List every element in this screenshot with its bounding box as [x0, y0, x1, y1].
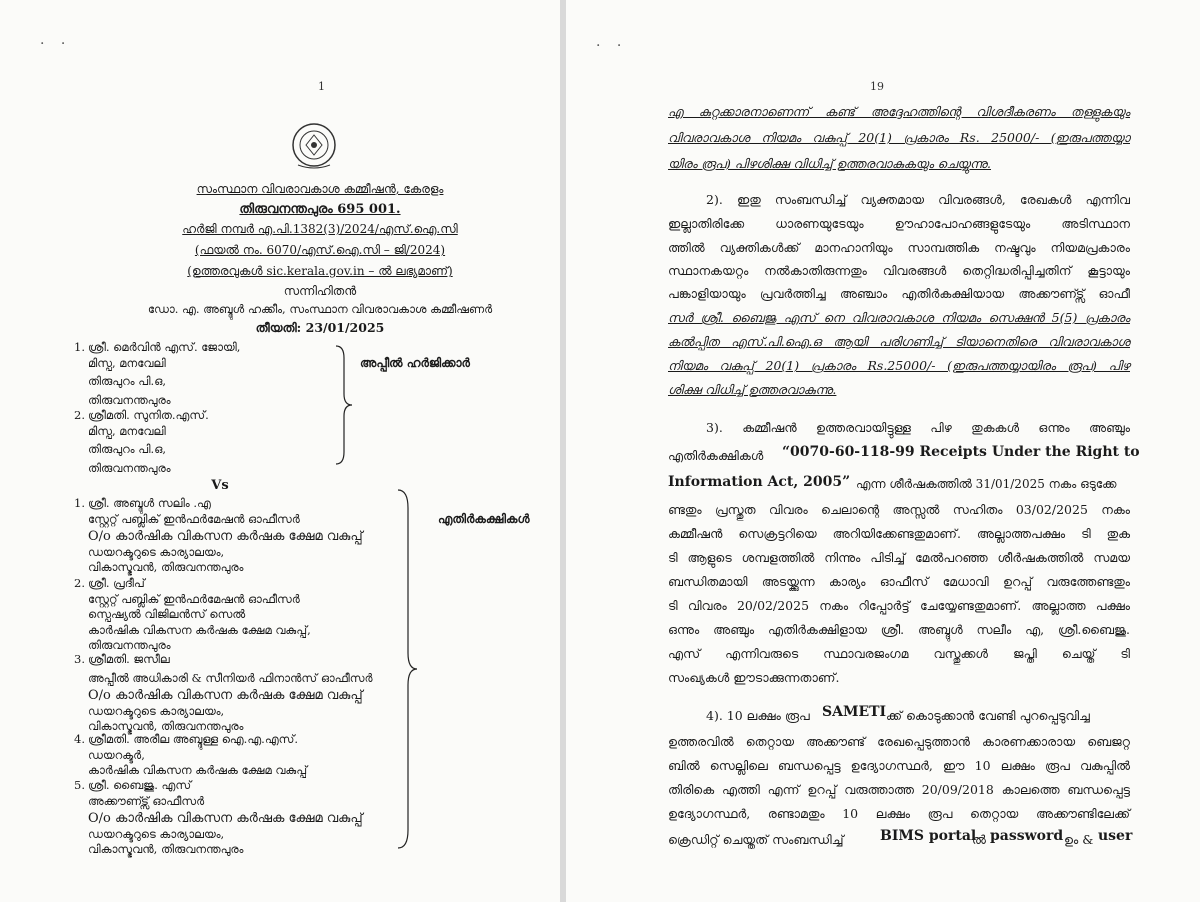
para4-line-4: തിരികെ എത്തി എന്ന് ഉറപ്പ് വരുത്താത്ത 20/09/2018 കാലത്തെ ബന്ധപ്പെട്ട [668, 782, 1130, 797]
page-number: 1 [318, 80, 325, 93]
para4-line-6d: password [990, 828, 1064, 844]
header-city: തിരുവനന്തപുരം 695 001. [239, 202, 401, 217]
respondent-3: 3. ശ്രീമതി. ജസീല അപ്പീൽ അധികാരി & സീനിയർ ഫിനാൻസ് ഓഫീസർ O/o കാർഷിക വികസന കർഷക ക്ഷേമ വകുപ്പ് ഡയറക്ടറുടെ കാര്യാലയം, വികാസ്ഭവൻ, തിരുവനന്തപുരം [74, 652, 373, 733]
para4-line-6a: ക്രെഡിറ്റ് ചെയ്തത് സംബന്ധിച്ച് [668, 832, 844, 847]
appellant-1: 1. ശ്രീ. മെർവിൻ എസ്. ജോയി, മിസ്പ, മനവേലി തിരുപുറം പി.ഒ, തിരുവനന്തപുരം [74, 340, 241, 407]
para4-line-2: ഉത്തരവിൽ തെറ്റായ അക്കൗണ്ട് രേഖപ്പെടുത്താൻ കാരണക്കാരായ ബെജറ്റ [668, 734, 1130, 749]
para4-line-1b: SAMETI [822, 704, 887, 720]
para3-line-2a: എതിർകക്ഷികൾ [668, 448, 764, 463]
respondent-4: 4. ശ്രീമതി. അരീല അബ്ദുള്ള ഐ.എ.എസ്. ഡയറക്ടർ, കാർഷിക വികസന കർഷക ക്ഷേമ വകുപ്പ് [74, 732, 308, 777]
scan-dots: · · [596, 38, 628, 54]
para4-line-6b: BIMS portal [880, 828, 977, 844]
respondents-brace [396, 488, 420, 850]
para3-line-3b: എന്ന ശീർഷകത്തിൽ 31/01/2025 നകം ഒടുക്കേ [856, 477, 1117, 491]
respondent-2: 2. ശ്രീ. പ്രദീപ് സ്റ്റേറ്റ് പബ്ലിക് ഇൻഫർമേഷൻ ഓഫീസർ സ്പെഷ്യൽ വിജിലൻസ് സെൽ കാർഷിക വികസന കർഷക ക്ഷേമ വകുപ്പ്, തിരുവനന്തപുരം [74, 576, 311, 652]
para3-line-9: ഒന്നും അഞ്ചും എതിർകക്ഷിളായ ശ്രീ. അബ്ദുൾ സലീം എ, ശ്രീ.ബൈജു. [668, 622, 1130, 637]
para2-line-7: കൽപ്പിത എസ്.പി.ഐ.ഒ ആയി പരിഗണിച്ച് ടിയാനെതിരെ വിവരാവകാശ [668, 334, 1130, 349]
respondents-label: എതിർകക്ഷികൾ [438, 512, 530, 526]
para4-line-6c: ൽ [972, 832, 986, 847]
versus-label: Vs [211, 478, 229, 493]
para3-line-1: 3). കമ്മീഷൻ ഉത്തരവായിട്ടുള്ള പിഴ തുകകൾ ഒന്നും അഞ്ചും [706, 420, 1130, 435]
para2-line-4: സ്ഥാനകയറ്റം നൽകാതിരുന്നതും വിവരങ്ങൾ തെറ്റിദ്ധരിപ്പിച്ചതിന് കൂട്ടായും [668, 263, 1130, 278]
respondent-5: 5. ശ്രീ. ബൈജു. എസ് അക്കൗണ്ട്സ് ഓഫീസർ O/o കാർഷിക വികസന കർഷക ക്ഷേമ വകുപ്പ് ഡയറക്ടറുടെ കാര്യാലയം, വികാസ്ഭവൻ, തിരുവനന്തപുരം [74, 778, 363, 856]
header-present: സന്നിഹിതൻ [283, 284, 357, 298]
para2-line-3: ത്തിൽ വ്യക്തികൾക്ക് മാനഹാനിയും സാമ്പത്തിക നഷ്ടവും നിയമപ്രകാരം [668, 240, 1130, 255]
header-file-number: (ഫയൽ നം. 6070/എസ്.ഐ.സി – ജി/2024) [194, 243, 446, 257]
para4-line-6e: ഉം & [1064, 832, 1094, 847]
left-page [0, 0, 560, 902]
header-website-note: (ഉത്തരവുകൾ sic.kerala.gov.in – ൽ ലഭ്യമാണ്) [187, 264, 453, 278]
para2-line-6: സർ ശ്രീ. ബൈജു എസ് നെ വിവരാവകാശ നിയമം സെക്ഷൻ 5(5) പ്രകാരം [668, 310, 1130, 325]
para3-line-10: എസ് എന്നിവരുടെ സ്ഥാവരജംഗമ വസ്തുക്കൾ ജപ്തി ചെയ്ത് ടി [668, 646, 1130, 661]
para3-line-7: ബന്ധിതമായി അടയ്ക്കുന്ന കാര്യം ഓഫീസ് മേധാവി ഉറപ്പ് വരുത്തേണ്ടതും [668, 574, 1130, 589]
header-commission-name: സംസ്ഥാന വിവരാവകാശ കമ്മീഷൻ, കേരളം [196, 182, 444, 196]
para4-line-1a: 4). 10 ലക്ഷം രൂപ [706, 708, 810, 723]
para2-line-8: നിയമം വകുപ്പ് 20(1) പ്രകാരം Rs.25000/- (ഇരുപത്തയ്യായിരം രൂപ) പിഴ [668, 358, 1130, 373]
appellant-2: 2. ശ്രീമതി. സുനിത.എസ്. മിസ്പ, മനവേലി തിരുപുറം പി.ഒ, തിരുവനന്തപുരം [74, 408, 209, 475]
appellants-label: അപ്പീൽ ഹർജിക്കാർ [360, 356, 470, 370]
appellants-brace [334, 344, 356, 466]
commission-seal-emblem [288, 121, 340, 171]
para3-line-2b: “0070-60-118-99 Receipts Under the Right to [782, 444, 1140, 460]
para3-line-8: ടി വിവരം 20/02/2025 നകം റിപ്പോർട്ട് ചേയ്യേണ്ടതുമാണ്. അല്ലാത്ത പക്ഷം [668, 598, 1130, 613]
para2-line-1: 2). ഇതു സംബന്ധിച്ച് വ്യക്തമായ വിവരങ്ങൾ, രേഖകൾ എന്നിവ [706, 192, 1130, 207]
para4-line-5: ഉദ്യോഗസ്ഥർ, രണ്ടാമതും 10 ലക്ഷം രൂപ തെറ്റായ അക്കൗണ്ടിലേക്ക് [668, 806, 1130, 821]
para3-line-4: ണ്ടതും പ്രസ്തുത വിവരം ചെലാന്റെ അസ്സൽ സഹിതം 03/02/2025 നകം [668, 502, 1130, 517]
para3-line-3a: Information Act, 2005” [668, 474, 851, 490]
para4-line-3: ബിൽ സെല്ലിലെ ബന്ധപ്പെട്ട ഉദ്യോഗസ്ഥർ, ഈ 10 ലക്ഷം രൂപ വകുപ്പിൽ [668, 758, 1130, 773]
para3-line-11: സംഖ്യകൾ ഈടാക്കുന്നതാണ്. [668, 670, 840, 685]
para2-line-5: പങ്കാളിയായും പ്രവർത്തിച്ച അഞ്ചാം എതിർകക്ഷിയായ അക്കൗണ്ട്സ് ഓഫീ [668, 286, 1130, 301]
para2-line-9: ശിക്ഷ വിധിച്ച് ഉത്തരവാകുന്നു. [668, 382, 837, 397]
order-date: തീയതി: 23/01/2025 [255, 320, 385, 335]
page-number: 19 [870, 80, 884, 93]
para4-line-1c: ക്ക് കൊടുക്കാൻ വേണ്ടി പുറപ്പെടുവിച്ച [886, 708, 1090, 723]
para3-line-5: കമ്മീഷൻ സെക്രട്ടറിയെ അറിയിക്കേണ്ടതുമാണ്. അല്ലാത്തപക്ഷം ടി തുക [668, 526, 1130, 541]
right-line-3: യിരം രൂപ) പിഴശിക്ഷ വിധിച്ച് ഉത്തരവാകുകയും ചെയ്യുന്നു. [668, 156, 991, 171]
header-commissioner: ഡോ. എ. അബ്ദുൾ ഹക്കീം, സംസ്ഥാന വിവരാവകാശ കമ്മീഷണർ [147, 302, 493, 316]
right-line-2: വിവരാവകാശ നിയമം വകുപ്പ് 20(1) പ്രകാരം Rs. 25000/- (ഇരുപത്തയ്യാ [668, 130, 1130, 145]
respondent-1: 1. ശ്രീ. അബ്ദുൾ സലിം .എ സ്റ്റേറ്റ് പബ്ലിക് ഇൻഫർമേഷൻ ഓഫീസർ O/o കാർഷിക വികസന കർഷക ക്ഷേമ വകുപ്പ് ഡയറക്ടറുടെ കാര്യാലയം, വികാസ്ഭവൻ, തിരുവനന്തപുരം [74, 496, 363, 574]
header-petition-number: ഹർജി നമ്പർ എ.പി.1382(3)/2024/എസ്.ഐ.സി [182, 222, 458, 236]
para3-line-6: ടി ആളുടെ ശമ്പളത്തിൽ നിന്നും പിടിച്ച് മേൽപറഞ്ഞ ശീർഷകത്തിൽ സമയ [668, 550, 1130, 565]
scan-dots: · · [40, 36, 72, 52]
right-line-1: എ കുറ്റക്കാരനാണെന്ന് കണ്ട് അദ്ദേഹത്തിന്റെ വിശദീകരണം തള്ളുകയും [668, 104, 1130, 119]
para2-line-2: ഇല്ലാതിരിക്കേ ധാരണയുടേയും ഊഹാപോഹങ്ങളുടേയും അടിസ്ഥാന [668, 216, 1130, 231]
para4-line-6f: user [1098, 828, 1133, 844]
